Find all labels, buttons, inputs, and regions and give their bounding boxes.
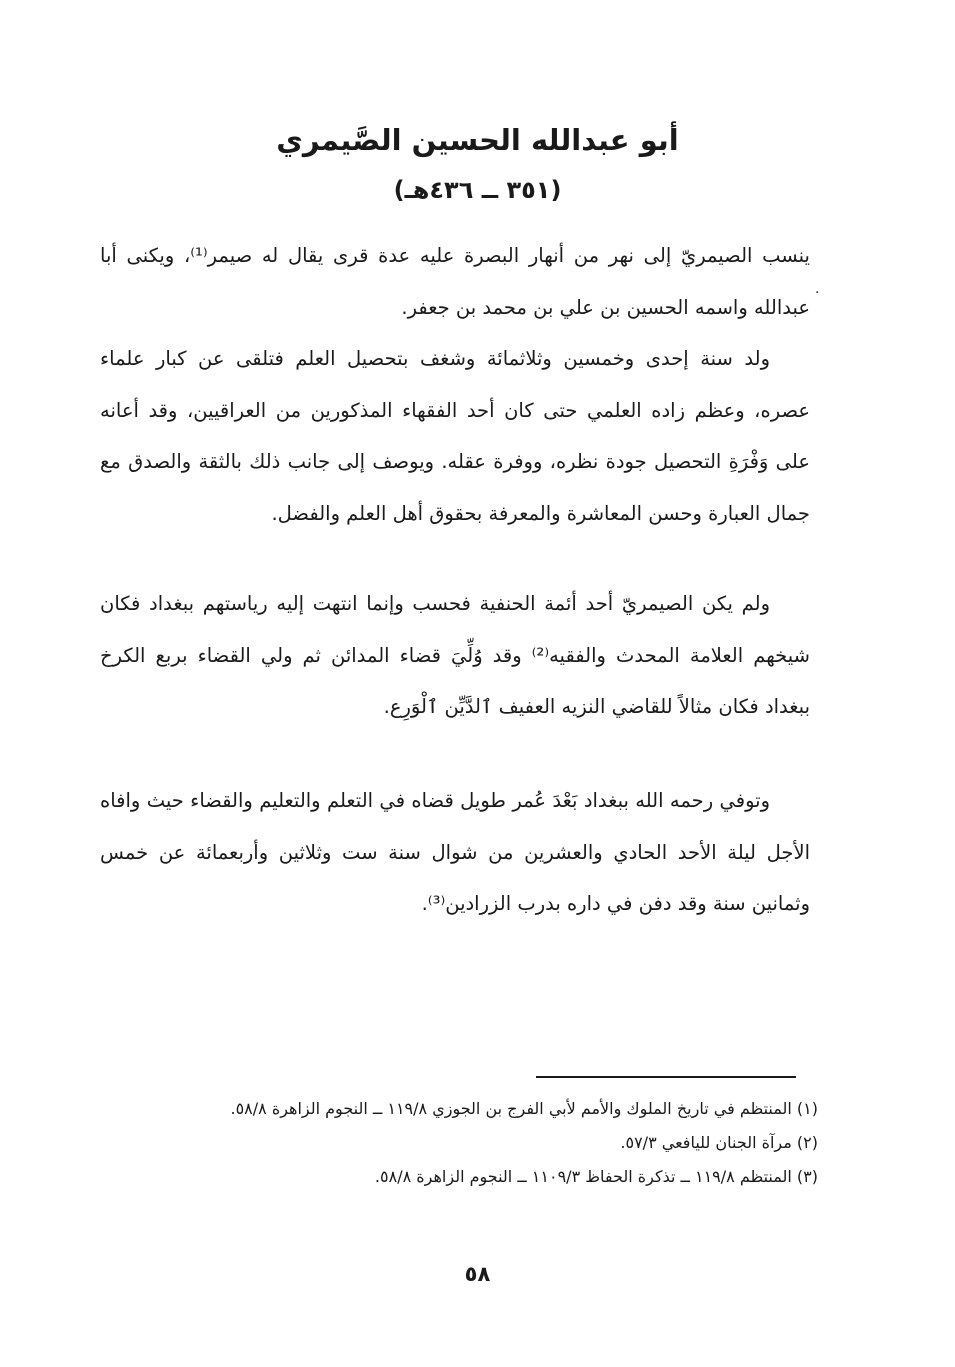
footnote-divider (536, 1076, 796, 1078)
footnote-3: (٣) المنتظم ١١٩/٨ ــ تذكرة الحفاظ ١١٠٩/٣ ــ النجوم الزاهرة ٥٨/٨. (374, 1167, 818, 1186)
footnote-2: (٢) مرآة الجنان لليافعي ٥٧/٣. (620, 1133, 818, 1152)
biography-title: أبو عبدالله الحسين الصَّيمري (276, 123, 679, 157)
footnotes-list (100, 1092, 818, 1194)
paragraph-education: ولد سنة إحدى وخمسين وثلاثمائة وشغف بتحصيل العلم فتلقى عن كبار علماء عصره، وعظم زاده العلمي حتى كان أحد الفقهاء المذكورين من العراقيين، وقد أعانه على وَفْرَةِ التحصيل جودة نظره، ووفرة عقله. ويوصف إلى جانب ذلك بالثقة والصدق مع جمال العبارة وحسن المعاشرة والمعرفة بحقوق أهل العلم والفضل. (100, 347, 810, 525)
margin-dot-mark: · (815, 285, 820, 301)
paragraph-judgeship: ولم يكن الصيمريّ أحد أئمة الحنفية فحسب وإنما انتهت إليه رياستهم ببغداد فكان شيخهم العلامة المحدث والفقيه⁽²⁾ وقد وُلِّيَ قضاء المدائن ثم ولي القضاء بربع الكرخ ببغداد فكان مثالاً للقاضي النزيه العفيف ٱلدَّيِّن ٱلْوَرِع. (100, 592, 810, 718)
paragraph-origin: ينسب الصيمريّ إلى نهر من أنهار البصرة عليه عدة قرى يقال له صيمر⁽¹⁾، ويكنى أبا عبدالله واسمه الحسين بن علي بن محمد بن جعفر. (100, 244, 810, 319)
lifespan-dates: (٣٥١ ــ ٤٣٦هـ) (393, 176, 562, 204)
page-number: ٥٨ (464, 1262, 491, 1286)
footnote-1: (١) المنتظم في تاريخ الملوك والأمم لأبي الفرج بن الجوزي ١١٩/٨ ــ النجوم الزاهرة ٥٨/٨. (230, 1099, 818, 1118)
paragraph-death: وتوفي رحمه الله ببغداد بَعْدَ عُمر طويل قضاه في التعلم والتعليم والقضاء حيث وافاه الأجل ليلة الأحد الحادي والعشرين من شوال سنة ست وثلاثين وأربعمائة عن خمس وثمانين سنة وقد دفن في داره بدرب الزرادين⁽³⁾. (100, 789, 810, 915)
